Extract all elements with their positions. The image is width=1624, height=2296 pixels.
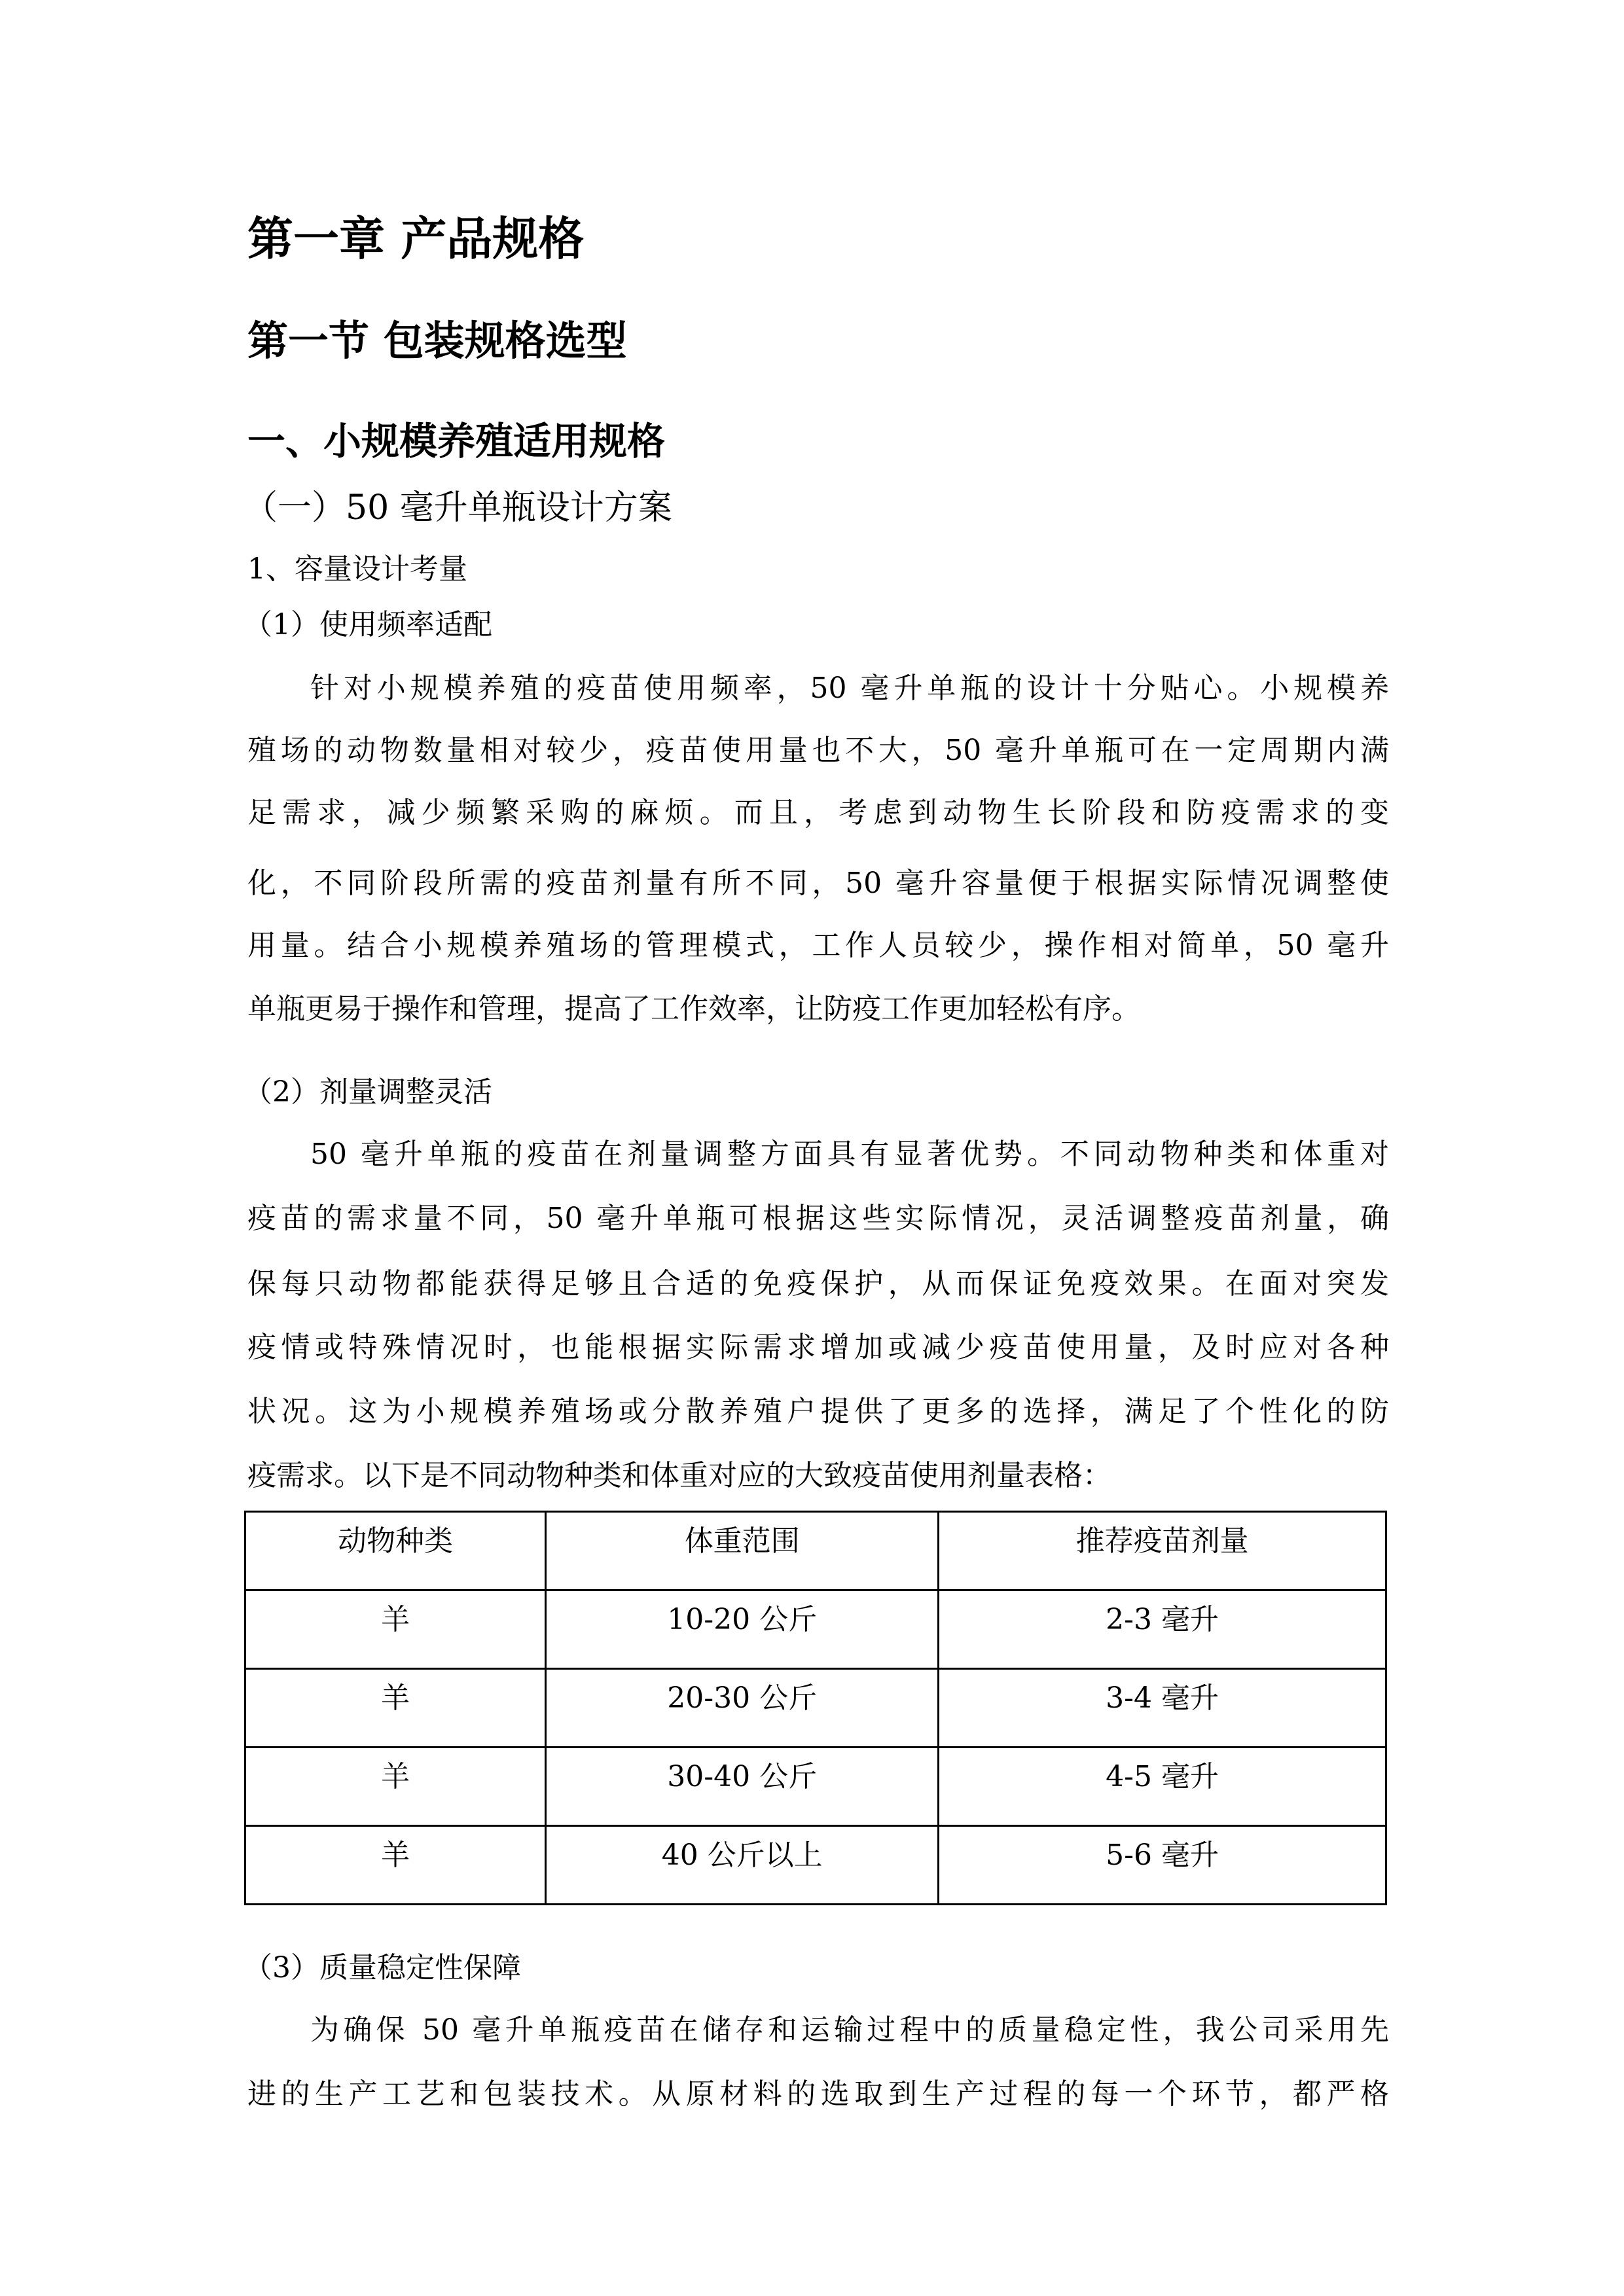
cell-weight: 40 公斤以上: [546, 1826, 939, 1905]
cell-species: 羊: [245, 1590, 546, 1669]
subsection-title-1: （1）使用频率适配: [244, 608, 492, 641]
cell-dose: 5-6 毫升: [939, 1826, 1386, 1905]
cell-species: 羊: [245, 1669, 546, 1748]
cell-species: 羊: [245, 1826, 546, 1905]
header-cell-dose: 推荐疫苗剂量: [939, 1512, 1386, 1590]
paragraph-line: 为确保 50 毫升单瓶疫苗在储存和运输过程中的质量稳定性，我公司采用先: [310, 2013, 1389, 2047]
section-heading: 第一节 包装规格选型: [247, 317, 627, 365]
subsection-title-2: （2）剂量调整灵活: [244, 1075, 492, 1109]
dosage-table: [244, 1511, 1387, 1905]
cell-weight: 10-20 公斤: [546, 1590, 939, 1669]
chapter-heading: 第一章 产品规格: [247, 212, 585, 266]
paragraph-line: 疫需求。以下是不同动物种类和体重对应的大致疫苗使用剂量表格：: [247, 1459, 1111, 1492]
header-cell-weight: 体重范围: [546, 1512, 939, 1590]
paragraph-line: 针对小规模养殖的疫苗使用频率，50 毫升单瓶的设计十分贴心。小规模养: [310, 672, 1389, 705]
table-row: [245, 1669, 1386, 1748]
paragraph-line: 50 毫升单瓶的疫苗在剂量调整方面具有显著优势。不同动物种类和体重对: [310, 1138, 1389, 1171]
paragraph-line: 进的生产工艺和包装技术。从原材料的选取到生产过程的每一个环节，都严格: [247, 2077, 1389, 2111]
cell-weight: 20-30 公斤: [546, 1669, 939, 1748]
item-heading: 1、容量设计考量: [247, 552, 467, 586]
paragraph-line: 单瓶更易于操作和管理，提高了工作效率，让防疫工作更加轻松有序。: [247, 992, 1140, 1026]
subsection-title-3: （3）质量稳定性保障: [244, 1951, 521, 1984]
table-header-row: [245, 1512, 1386, 1590]
paragraph-line: 疫苗的需求量不同，50 毫升单瓶可根据这些实际情况，灵活调整疫苗剂量，确: [247, 1202, 1389, 1235]
cell-dose: 3-4 毫升: [939, 1669, 1386, 1748]
paragraph-line: 疫情或特殊情况时，也能根据实际需求增加或减少疫苗使用量，及时应对各种: [247, 1331, 1389, 1364]
paragraph-line: 保每只动物都能获得足够且合适的免疫保护，从而保证免疫效果。在面对突发: [247, 1267, 1389, 1300]
table-row: [245, 1826, 1386, 1905]
header-cell-species: 动物种类: [245, 1512, 546, 1590]
paragraph-line: 化，不同阶段所需的疫苗剂量有所不同，50 毫升容量便于根据实际情况调整使: [247, 867, 1389, 900]
paragraph-line: 状况。这为小规模养殖场或分散养殖户提供了更多的选择，满足了个性化的防: [247, 1395, 1389, 1428]
cell-dose: 4-5 毫升: [939, 1748, 1386, 1826]
subpart-heading: （一）50 毫升单瓶设计方案: [244, 488, 672, 528]
paragraph-line: 用量。结合小规模养殖场的管理模式，工作人员较少，操作相对简单，50 毫升: [247, 929, 1389, 962]
table-row: [245, 1748, 1386, 1826]
cell-weight: 30-40 公斤: [546, 1748, 939, 1826]
table-row: [245, 1590, 1386, 1669]
cell-dose: 2-3 毫升: [939, 1590, 1386, 1669]
paragraph-line: 足需求，减少频繁采购的麻烦。而且，考虑到动物生长阶段和防疫需求的变: [247, 796, 1389, 829]
cell-species: 羊: [245, 1748, 546, 1826]
part-heading: 一、小规模养殖适用规格: [247, 419, 666, 463]
paragraph-line: 殖场的动物数量相对较少，疫苗使用量也不大，50 毫升单瓶可在一定周期内满: [247, 734, 1389, 767]
